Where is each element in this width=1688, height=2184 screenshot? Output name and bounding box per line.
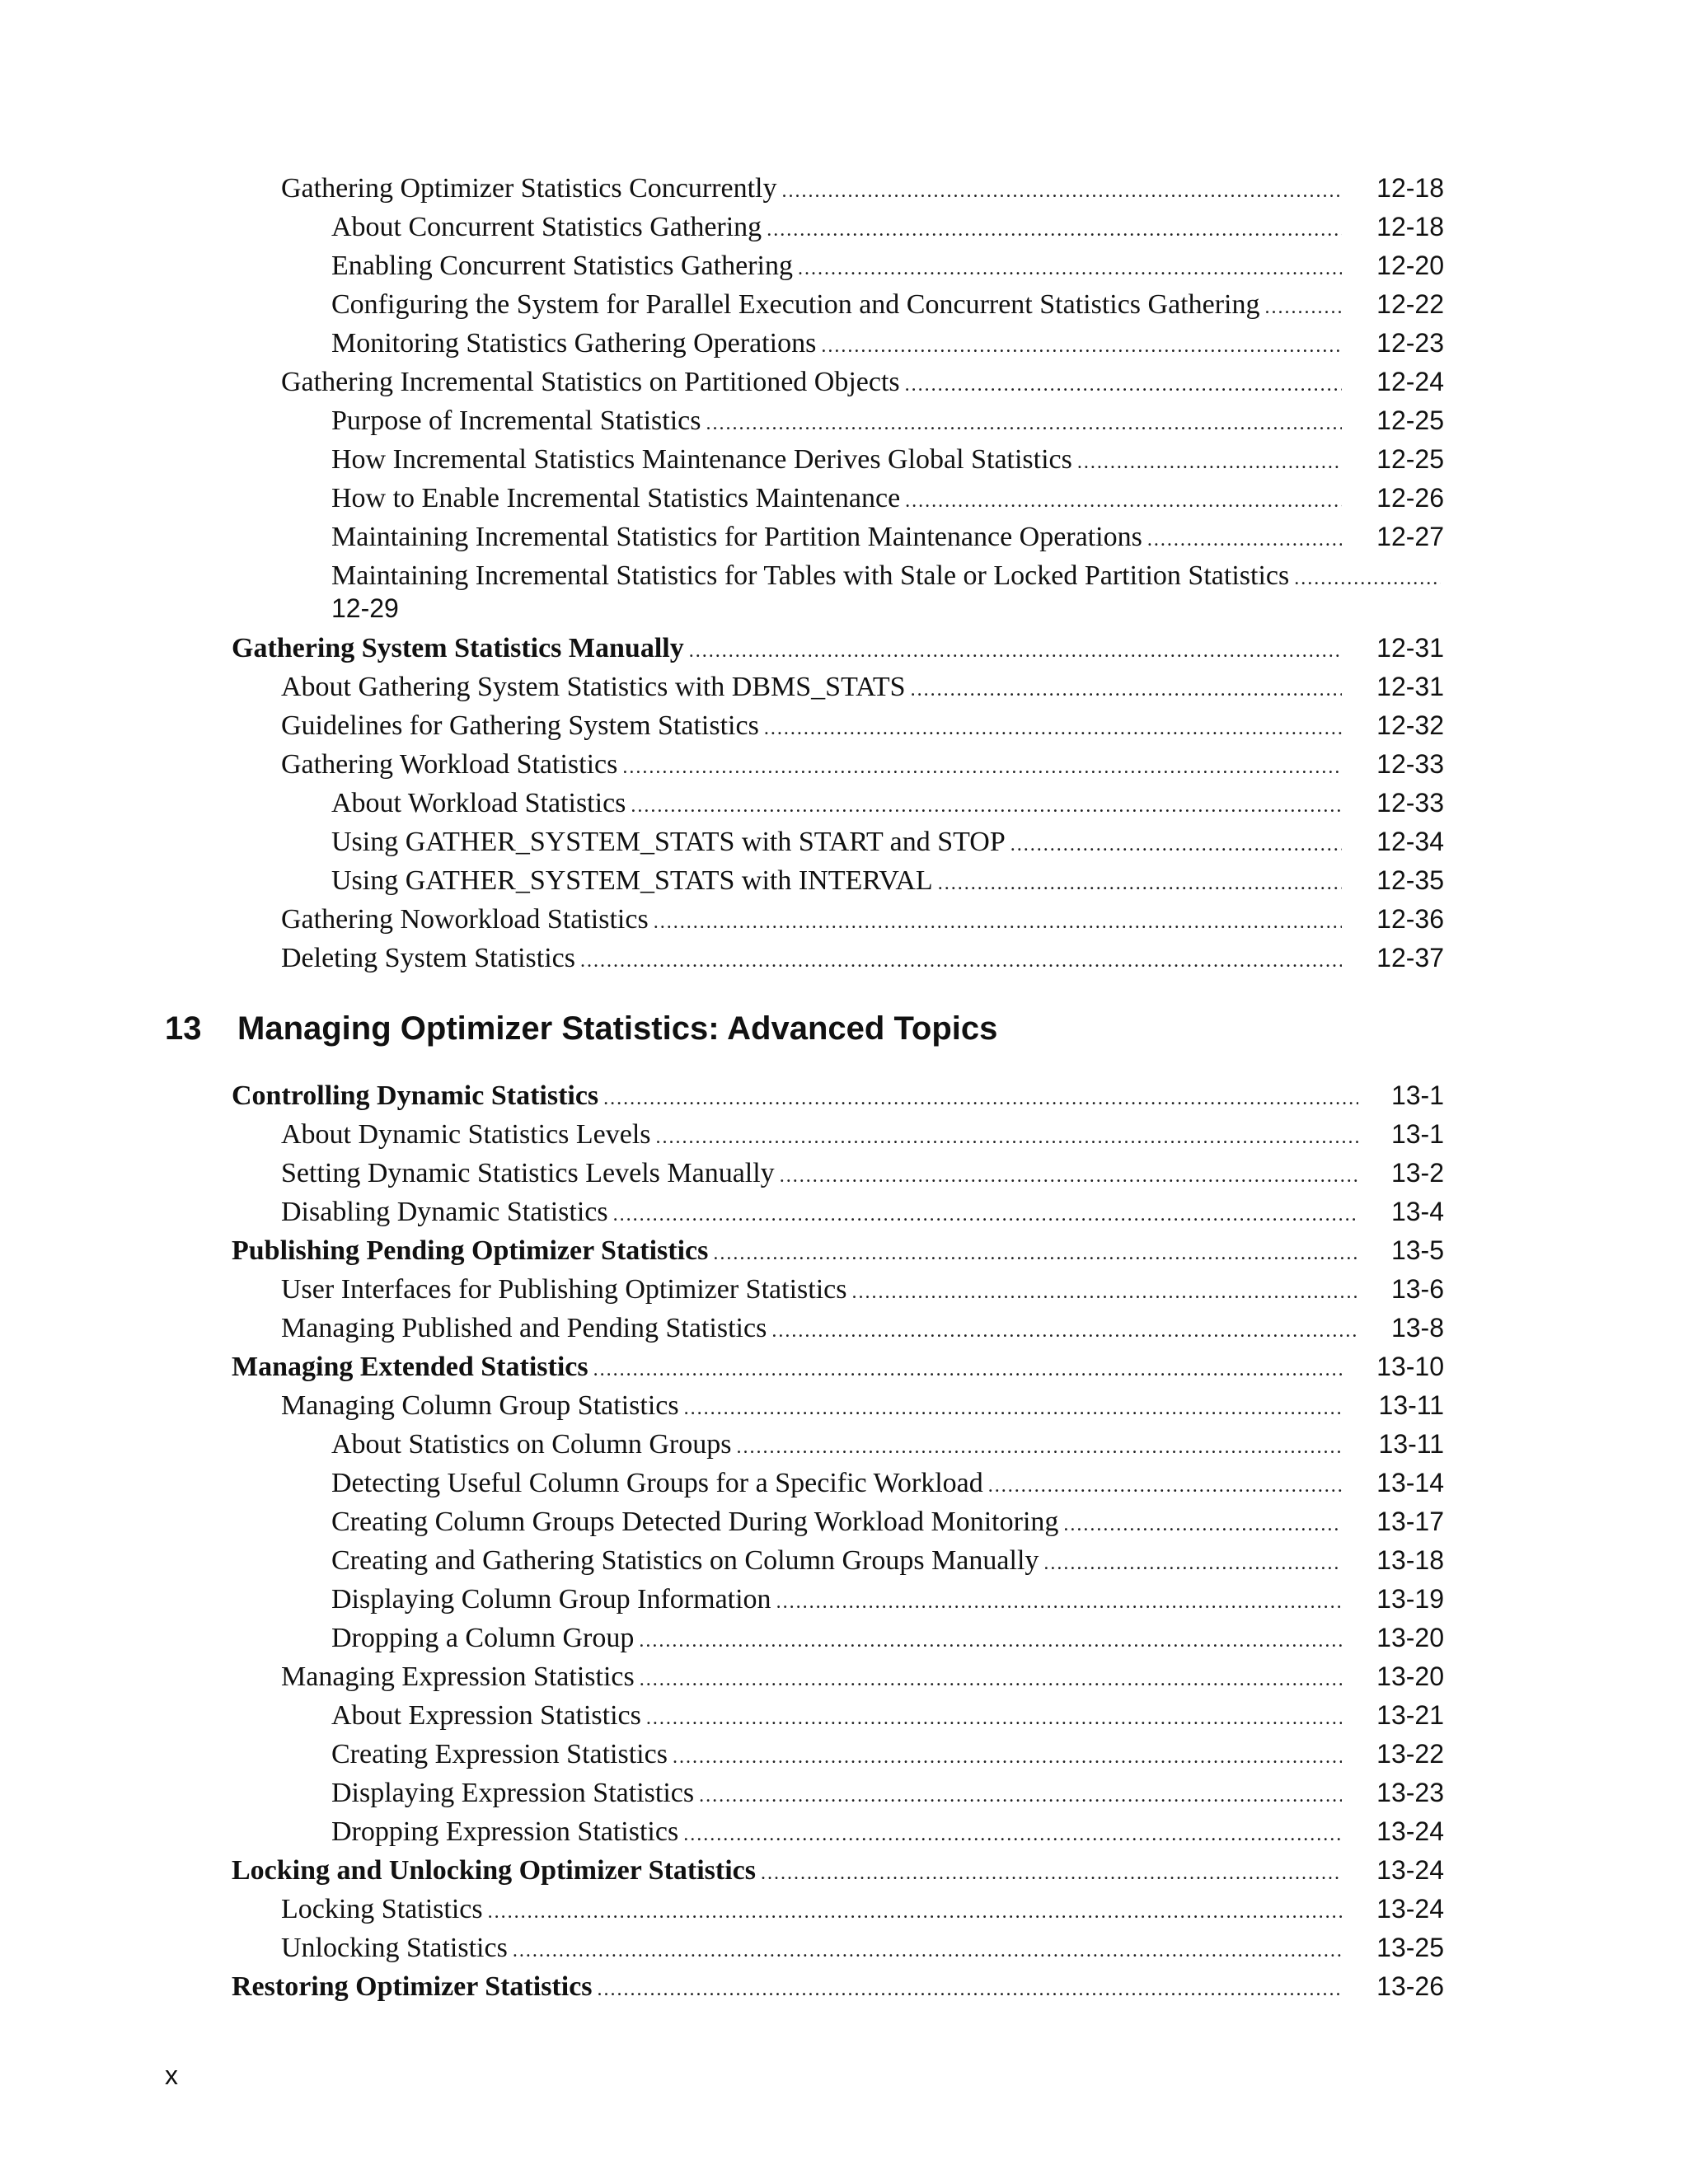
- toc-entry-title[interactable]: Restoring Optimizer Statistics: [232, 1971, 593, 2002]
- toc-entry-title[interactable]: Purpose of Incremental Statistics: [331, 405, 701, 436]
- toc-entry-title[interactable]: Managing Published and Pending Statistics: [281, 1313, 767, 1343]
- toc-entry-title[interactable]: About Statistics on Column Groups: [331, 1429, 732, 1460]
- dot-leader: [1039, 1544, 1342, 1583]
- toc-entry-page-number[interactable]: 13-11: [1378, 1390, 1444, 1420]
- toc-entry-leader-line: [331, 1541, 1342, 1583]
- dot-leader: [483, 1893, 1342, 1932]
- toc-entry-leader-line: [331, 556, 1441, 598]
- toc-entry-leader-line: [232, 1076, 1358, 1118]
- toc-entry-page-number[interactable]: 12-32: [1376, 710, 1444, 740]
- toc-entry-page-number[interactable]: 13-4: [1390, 1197, 1444, 1226]
- toc-entry[interactable]: [0, 208, 1688, 246]
- toc-entry-title[interactable]: Gathering System Statistics Manually: [232, 633, 684, 663]
- toc-section-chapter-13: [0, 1076, 1688, 2006]
- dot-leader: [983, 1467, 1342, 1506]
- dot-leader: [617, 748, 1342, 787]
- toc-entry-leader-line: [281, 363, 1342, 405]
- dot-leader: [1259, 288, 1342, 327]
- toc-entry[interactable]: [0, 1619, 1688, 1657]
- toc-entry-page-number[interactable]: 13-24: [1376, 1894, 1444, 1924]
- toc-entry-title[interactable]: Displaying Column Group Information: [331, 1584, 771, 1615]
- toc-entry-page-number[interactable]: 12-29: [331, 593, 399, 623]
- toc-entry-title[interactable]: Maintaining Incremental Statistics for Tables with Stale or Locked Partition Statistics: [331, 560, 1290, 591]
- toc-entry-leader-line: [281, 706, 1342, 748]
- toc-entry-page-number[interactable]: 13-22: [1376, 1739, 1444, 1769]
- toc-entry[interactable]: [0, 401, 1688, 440]
- toc-entry-title[interactable]: How to Enable Incremental Statistics Maintenance: [331, 483, 901, 513]
- toc-entry-page-number[interactable]: 12-33: [1376, 749, 1444, 779]
- toc-entry-page-number[interactable]: 12-31: [1376, 672, 1444, 701]
- toc-entry-page-number[interactable]: 12-31: [1376, 633, 1444, 663]
- dot-leader: [906, 671, 1342, 710]
- toc-entry-leader-line: [331, 1812, 1342, 1854]
- toc-entry-leader-line: [331, 784, 1342, 826]
- toc-entry[interactable]: [0, 629, 1688, 668]
- toc-entry[interactable]: [0, 1347, 1688, 1386]
- toc-entry-leader-line: [281, 1890, 1342, 1932]
- toc-entry-page-number[interactable]: 13-23: [1376, 1778, 1444, 1807]
- toc-entry-title[interactable]: About Concurrent Statistics Gathering: [331, 212, 762, 242]
- toc-entry-leader-line: [331, 1580, 1342, 1622]
- toc-entry[interactable]: [0, 1425, 1688, 1464]
- toc-entry-page-number[interactable]: 13-20: [1376, 1623, 1444, 1652]
- toc-entry-page-number[interactable]: 13-8: [1390, 1313, 1444, 1343]
- toc-entry-page-number[interactable]: 12-37: [1376, 943, 1444, 972]
- toc-entry-leader-line: [281, 939, 1342, 981]
- toc-entry-leader-line: [331, 401, 1342, 443]
- dot-leader: [635, 1661, 1342, 1699]
- dot-leader: [651, 1118, 1358, 1157]
- dot-leader: [759, 710, 1342, 748]
- dot-leader: [900, 482, 1342, 521]
- dot-leader: [598, 1080, 1358, 1118]
- toc-entry[interactable]: [0, 1967, 1688, 2006]
- toc-entry-page-number[interactable]: 12-25: [1376, 405, 1444, 435]
- toc-entry-title[interactable]: About Gathering System Statistics with DBMS_STATS: [281, 672, 906, 702]
- toc-entry-title[interactable]: Using GATHER_SYSTEM_STATS with INTERVAL: [331, 865, 933, 896]
- toc-entry-page-number[interactable]: 12-25: [1376, 444, 1444, 474]
- toc-entry-page-number[interactable]: 12-18: [1376, 212, 1444, 241]
- toc-entry[interactable]: [0, 706, 1688, 745]
- toc-entry[interactable]: [0, 1696, 1688, 1735]
- dot-leader: [1142, 521, 1342, 560]
- toc-entry-title[interactable]: About Workload Statistics: [331, 788, 626, 818]
- toc-entry-leader-line: [331, 1502, 1342, 1544]
- dot-leader: [708, 1235, 1358, 1273]
- toc-entry-page-number[interactable]: 12-24: [1376, 367, 1444, 396]
- dot-leader: [846, 1273, 1358, 1312]
- toc-entry-title[interactable]: Monitoring Statistics Gathering Operations: [331, 328, 817, 359]
- toc-entry[interactable]: [0, 900, 1688, 939]
- dot-leader: [701, 405, 1342, 443]
- dot-leader: [626, 787, 1342, 826]
- toc-entry-leader-line: [232, 629, 1342, 671]
- toc-entry[interactable]: [0, 1193, 1688, 1231]
- chapter-title[interactable]: Managing Optimizer Statistics: Advanced Topics: [237, 1010, 998, 1047]
- toc-entry[interactable]: [0, 861, 1688, 900]
- toc-entry-leader-line: [281, 1386, 1342, 1428]
- dot-leader: [900, 366, 1342, 405]
- chapter-heading: [0, 977, 1688, 1076]
- toc-entry-title[interactable]: Using GATHER_SYSTEM_STATS with START and STOP: [331, 827, 1006, 857]
- toc-entry-page-number[interactable]: 13-19: [1376, 1584, 1444, 1614]
- toc-entry[interactable]: [0, 324, 1688, 363]
- toc-entry[interactable]: [0, 1154, 1688, 1193]
- toc-entry-page-number[interactable]: 13-25: [1376, 1933, 1444, 1962]
- toc-entry-leader-line: [281, 900, 1342, 942]
- dot-leader: [775, 1157, 1358, 1196]
- dot-leader: [679, 1390, 1342, 1428]
- dot-leader: [756, 1854, 1342, 1893]
- dot-leader: [731, 1428, 1342, 1467]
- toc-entry[interactable]: [0, 169, 1688, 208]
- toc-entry-title[interactable]: Deleting System Statistics: [281, 943, 575, 973]
- toc-entry-leader-line: [232, 1851, 1342, 1893]
- toc-entry-page-number[interactable]: 13-20: [1376, 1661, 1444, 1691]
- toc-entry-leader-line: [281, 1154, 1358, 1196]
- toc-entry[interactable]: [0, 823, 1688, 861]
- toc-entry[interactable]: [0, 246, 1688, 285]
- toc-entry[interactable]: [0, 1076, 1688, 1115]
- dot-leader: [575, 942, 1342, 981]
- toc-entry-title[interactable]: Guidelines for Gathering System Statistics: [281, 710, 759, 741]
- toc-entry[interactable]: [0, 1929, 1688, 1967]
- toc-entry[interactable]: [0, 1115, 1688, 1154]
- toc-entry-title[interactable]: Disabling Dynamic Statistics: [281, 1197, 608, 1227]
- toc-entry-leader-line: [281, 668, 1342, 710]
- toc-entry[interactable]: [0, 285, 1688, 324]
- toc-entry-leader-line: [331, 479, 1342, 521]
- toc-entry-title[interactable]: Controlling Dynamic Statistics: [232, 1080, 599, 1111]
- dot-leader: [668, 1738, 1342, 1777]
- toc-entry-page-number[interactable]: 13-6: [1390, 1274, 1444, 1304]
- toc-entry-leader-line: [281, 169, 1342, 211]
- toc-entry-title[interactable]: Managing Expression Statistics: [281, 1661, 635, 1692]
- toc-entry-title[interactable]: Publishing Pending Optimizer Statistics: [232, 1235, 709, 1266]
- toc-entry-title[interactable]: Creating Column Groups Detected During Workload Monitoring: [331, 1507, 1059, 1537]
- toc-entry-title[interactable]: Configuring the System for Parallel Execution and Concurrent Statistics Gathering: [331, 289, 1260, 320]
- toc-entry-page-number[interactable]: 13-26: [1376, 1971, 1444, 2001]
- toc-entry-page-number[interactable]: 13-5: [1390, 1235, 1444, 1265]
- toc-entry-leader-line: [281, 1193, 1358, 1235]
- dot-leader: [678, 1816, 1342, 1854]
- toc-entry[interactable]: [0, 518, 1688, 556]
- dot-leader: [767, 1312, 1358, 1351]
- toc-entry-page-number[interactable]: 13-10: [1376, 1352, 1444, 1381]
- dot-leader: [1289, 560, 1441, 598]
- toc-entry[interactable]: [0, 1309, 1688, 1347]
- toc-entry-leader-line: [232, 1967, 1342, 2009]
- toc-entry-page-number[interactable]: 12-26: [1376, 483, 1444, 513]
- toc-entry-page-number[interactable]: 12-20: [1376, 251, 1444, 280]
- toc-entry-title[interactable]: Gathering Optimizer Statistics Concurrently: [281, 173, 777, 204]
- toc-entry[interactable]: [0, 556, 1688, 629]
- toc-entry-page-number[interactable]: 13-24: [1376, 1855, 1444, 1885]
- toc-entry-leader-line: [331, 1425, 1342, 1467]
- toc-entry[interactable]: [0, 1502, 1688, 1541]
- toc-entry[interactable]: [0, 1464, 1688, 1502]
- toc-entry[interactable]: [0, 1735, 1688, 1774]
- toc-entry-title[interactable]: Displaying Expression Statistics: [331, 1778, 695, 1808]
- toc-entry-page-number[interactable]: 12-27: [1376, 522, 1444, 551]
- toc-entry[interactable]: [0, 479, 1688, 518]
- dot-leader: [771, 1583, 1342, 1622]
- toc-entry-title[interactable]: Gathering Incremental Statistics on Partitioned Objects: [281, 367, 900, 397]
- dot-leader: [684, 632, 1342, 671]
- toc-entry-leader-line: [281, 1115, 1358, 1157]
- toc-entry[interactable]: [0, 784, 1688, 823]
- toc-entry[interactable]: [0, 939, 1688, 977]
- toc-entry-page-number[interactable]: 13-21: [1376, 1700, 1444, 1730]
- toc-entry-page-number[interactable]: 12-35: [1376, 865, 1444, 895]
- dot-leader: [1058, 1506, 1342, 1544]
- toc-entry-title[interactable]: Detecting Useful Column Groups for a Specific Workload: [331, 1468, 983, 1498]
- toc-entry[interactable]: [0, 363, 1688, 401]
- toc-entry[interactable]: [0, 1541, 1688, 1580]
- toc-entry-page-number[interactable]: 13-17: [1376, 1507, 1444, 1536]
- toc-entry-leader-line: [281, 1657, 1342, 1699]
- toc-entry-leader-line: [331, 324, 1342, 366]
- toc-entry-title[interactable]: Managing Extended Statistics: [232, 1352, 588, 1382]
- dot-leader: [1072, 443, 1342, 482]
- toc-entry-leader-line: [331, 1696, 1342, 1738]
- toc-entry[interactable]: [0, 440, 1688, 479]
- toc-entry-title[interactable]: Gathering Workload Statistics: [281, 749, 618, 780]
- toc-entry-leader-line: [331, 440, 1342, 482]
- toc-entry-title[interactable]: Enabling Concurrent Statistics Gathering: [331, 251, 793, 281]
- toc-entry-leader-line: [281, 1270, 1358, 1312]
- toc-entry-page-number[interactable]: 13-2: [1390, 1158, 1444, 1188]
- toc-entry-leader-line: [331, 518, 1342, 560]
- toc-entry-page-number[interactable]: 13-14: [1376, 1468, 1444, 1497]
- toc-entry-leader-line: [331, 823, 1342, 865]
- toc-entry-title[interactable]: How Incremental Statistics Maintenance Derives Global Statistics: [331, 444, 1072, 475]
- dot-leader: [1006, 826, 1342, 865]
- toc-entry[interactable]: [0, 745, 1688, 784]
- dot-leader: [593, 1971, 1342, 2009]
- toc-entry[interactable]: [0, 668, 1688, 706]
- dot-leader: [649, 903, 1342, 942]
- toc-entry[interactable]: [0, 1231, 1688, 1270]
- toc-entry-leader-line: [281, 1929, 1342, 1971]
- toc-entry-leader-line: [331, 285, 1342, 327]
- toc-entry-page-number[interactable]: 13-24: [1376, 1816, 1444, 1846]
- toc-entry[interactable]: [0, 1270, 1688, 1309]
- toc-entry-title[interactable]: Dropping a Column Group: [331, 1623, 635, 1653]
- toc-entry-page-number[interactable]: 12-22: [1376, 289, 1444, 319]
- toc-entry-leader-line: [331, 1464, 1342, 1506]
- dot-leader: [776, 172, 1342, 211]
- toc-entry[interactable]: [0, 1851, 1688, 1890]
- toc-entry[interactable]: [0, 1657, 1688, 1696]
- toc-entry-title[interactable]: Unlocking Statistics: [281, 1933, 508, 1963]
- page-number-footer: x: [165, 2060, 178, 2090]
- toc-entry-title[interactable]: User Interfaces for Publishing Optimizer Statistics: [281, 1274, 847, 1305]
- toc-entry-page-number[interactable]: 12-36: [1376, 904, 1444, 934]
- toc-entry-title[interactable]: Setting Dynamic Statistics Levels Manually: [281, 1158, 775, 1188]
- dot-leader: [762, 211, 1342, 250]
- chapter-number: 13: [165, 1010, 202, 1047]
- toc-entry-leader-line: [331, 208, 1342, 250]
- dot-leader: [588, 1351, 1342, 1390]
- toc-entry-leader-line: [232, 1231, 1358, 1273]
- toc-entry-leader-line: [331, 1619, 1342, 1661]
- toc-entry-page-number[interactable]: 13-11: [1378, 1429, 1444, 1459]
- toc-entry-leader-line: [331, 246, 1342, 288]
- toc-entry-title[interactable]: Dropping Expression Statistics: [331, 1816, 679, 1847]
- toc-entry-leader-line: [281, 1309, 1358, 1351]
- toc-section-chapter-12-continued: [0, 169, 1688, 977]
- dot-leader: [641, 1699, 1342, 1738]
- table-of-contents: [0, 169, 1688, 2006]
- toc-entry[interactable]: [0, 1386, 1688, 1425]
- toc-entry-page-number[interactable]: 12-23: [1376, 328, 1444, 358]
- toc-entry-title[interactable]: Maintaining Incremental Statistics for Partition Maintenance Operations: [331, 522, 1142, 552]
- dot-leader: [634, 1622, 1342, 1661]
- toc-entry-title[interactable]: About Expression Statistics: [331, 1700, 641, 1731]
- toc-entry-title[interactable]: Gathering Noworkload Statistics: [281, 904, 649, 935]
- toc-entry-page-number[interactable]: 12-34: [1376, 827, 1444, 856]
- dot-leader: [694, 1777, 1342, 1816]
- toc-entry[interactable]: [0, 1890, 1688, 1929]
- toc-entry-leader-line: [232, 1347, 1342, 1390]
- toc-entry-title[interactable]: Managing Column Group Statistics: [281, 1390, 679, 1421]
- dot-leader: [508, 1932, 1342, 1971]
- toc-entry-page-number[interactable]: 13-1: [1390, 1119, 1444, 1149]
- toc-entry-title[interactable]: About Dynamic Statistics Levels: [281, 1119, 651, 1150]
- toc-entry-page-number[interactable]: 13-18: [1376, 1545, 1444, 1575]
- toc-entry-leader-line: [331, 1735, 1342, 1777]
- toc-entry-leader-line: [281, 745, 1342, 787]
- toc-entry-page-number[interactable]: 12-18: [1376, 173, 1444, 203]
- toc-entry-leader-line: [331, 1774, 1342, 1816]
- dot-leader: [933, 865, 1342, 903]
- toc-entry[interactable]: [0, 1812, 1688, 1851]
- toc-entry-page-number[interactable]: 12-33: [1376, 788, 1444, 818]
- toc-entry[interactable]: [0, 1580, 1688, 1619]
- toc-entry[interactable]: [0, 1774, 1688, 1812]
- toc-entry-title[interactable]: Creating Expression Statistics: [331, 1739, 668, 1769]
- toc-entry-page-number[interactable]: 13-1: [1390, 1080, 1444, 1110]
- dot-leader: [816, 327, 1342, 366]
- toc-entry-title[interactable]: Creating and Gathering Statistics on Column Groups Manually: [331, 1545, 1039, 1576]
- toc-entry-title[interactable]: Locking Statistics: [281, 1894, 483, 1924]
- toc-entry-leader-line: [331, 861, 1342, 903]
- toc-entry-title[interactable]: Locking and Unlocking Optimizer Statistics: [232, 1855, 756, 1886]
- dot-leader: [608, 1196, 1358, 1235]
- dot-leader: [793, 250, 1342, 288]
